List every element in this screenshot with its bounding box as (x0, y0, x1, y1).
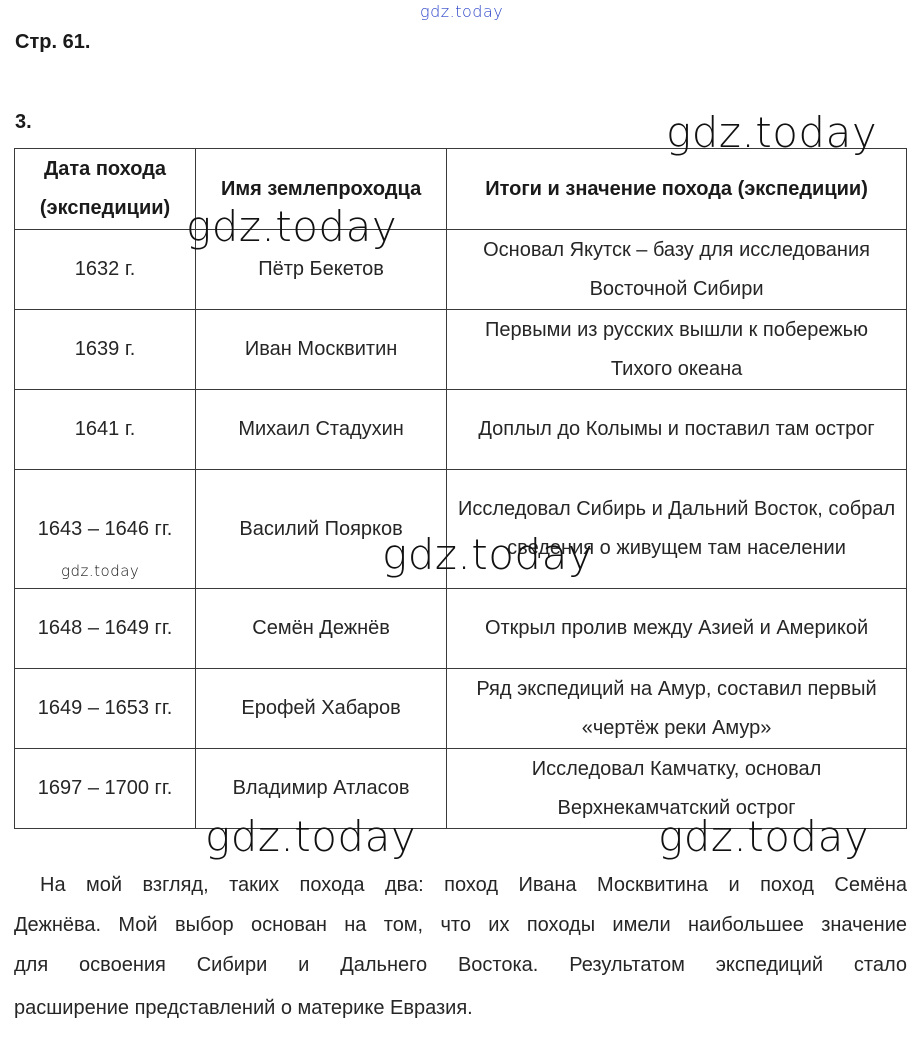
header-name: Имя землепроходца (196, 149, 447, 230)
cell-name: Пётр Бекетов (196, 230, 447, 310)
cell-date: 1649 – 1653 гг. (15, 669, 196, 749)
cell-result: Ряд экспедиций на Амур, составил первый «чертёж реки Амур» (447, 669, 907, 749)
watermark: gdz.today (61, 562, 140, 580)
cell-result: Исследовал Камчатку, основал Верхнекамчатский острог (447, 749, 907, 829)
table-header-row (15, 149, 907, 230)
cell-date: 1643 – 1646 гг. (15, 470, 196, 589)
cell-result: Доплыл до Колымы и поставил там острог (447, 390, 907, 470)
cell-name: Михаил Стадухин (196, 390, 447, 470)
cell-name: Владимир Атласов (196, 749, 447, 829)
conclusion-line: для освоения Сибири и Дальнего Востока. Результатом экспедиций стало (14, 954, 907, 976)
cell-date: 1697 – 1700 гг. (15, 749, 196, 829)
table-row (15, 390, 907, 470)
cell-name: Василий Поярков (196, 470, 447, 589)
watermark: gdz.today (666, 108, 878, 157)
expeditions-table (14, 148, 907, 829)
task-number: 3. (15, 111, 32, 133)
header-result: Итоги и значение похода (экспедиции) (447, 149, 907, 230)
watermark: gdz.today (658, 812, 870, 861)
table-row (15, 669, 907, 749)
cell-date: 1639 г. (15, 310, 196, 390)
cell-date: 1641 г. (15, 390, 196, 470)
conclusion-paragraph (14, 865, 907, 1031)
conclusion-line: Дежнёва. Мой выбор основан на том, что их походы имели наибольшее значение (14, 914, 907, 936)
watermark: gdz.today (186, 202, 398, 251)
cell-date: 1648 – 1649 гг. (15, 589, 196, 669)
watermark: gdz.today (205, 812, 417, 861)
page-label: Стр. 61. (15, 31, 91, 53)
header-date: Дата похода (экспедиции) (15, 149, 196, 230)
cell-result: Исследовал Сибирь и Дальний Восток, собрал сведения о живущем там населении (447, 470, 907, 589)
cell-name: Иван Москвитин (196, 310, 447, 390)
cell-result: Первыми из русских вышли к побережью Тихого океана (447, 310, 907, 390)
conclusion-line: расширение представлений о материке Евразия. (14, 997, 473, 1019)
table-row (15, 589, 907, 669)
cell-result: Открыл пролив между Азией и Америкой (447, 589, 907, 669)
cell-date: 1632 г. (15, 230, 196, 310)
cell-name: Ерофей Хабаров (196, 669, 447, 749)
watermark: gdz.today (420, 2, 504, 21)
table-row (15, 230, 907, 310)
cell-result: Основал Якутск – базу для исследования Восточной Сибири (447, 230, 907, 310)
table-row (15, 310, 907, 390)
watermark: gdz.today (382, 530, 594, 579)
conclusion-line: На мой взгляд, таких похода два: поход Ивана Москвитина и поход Семёна (40, 874, 907, 896)
cell-name: Семён Дежнёв (196, 589, 447, 669)
